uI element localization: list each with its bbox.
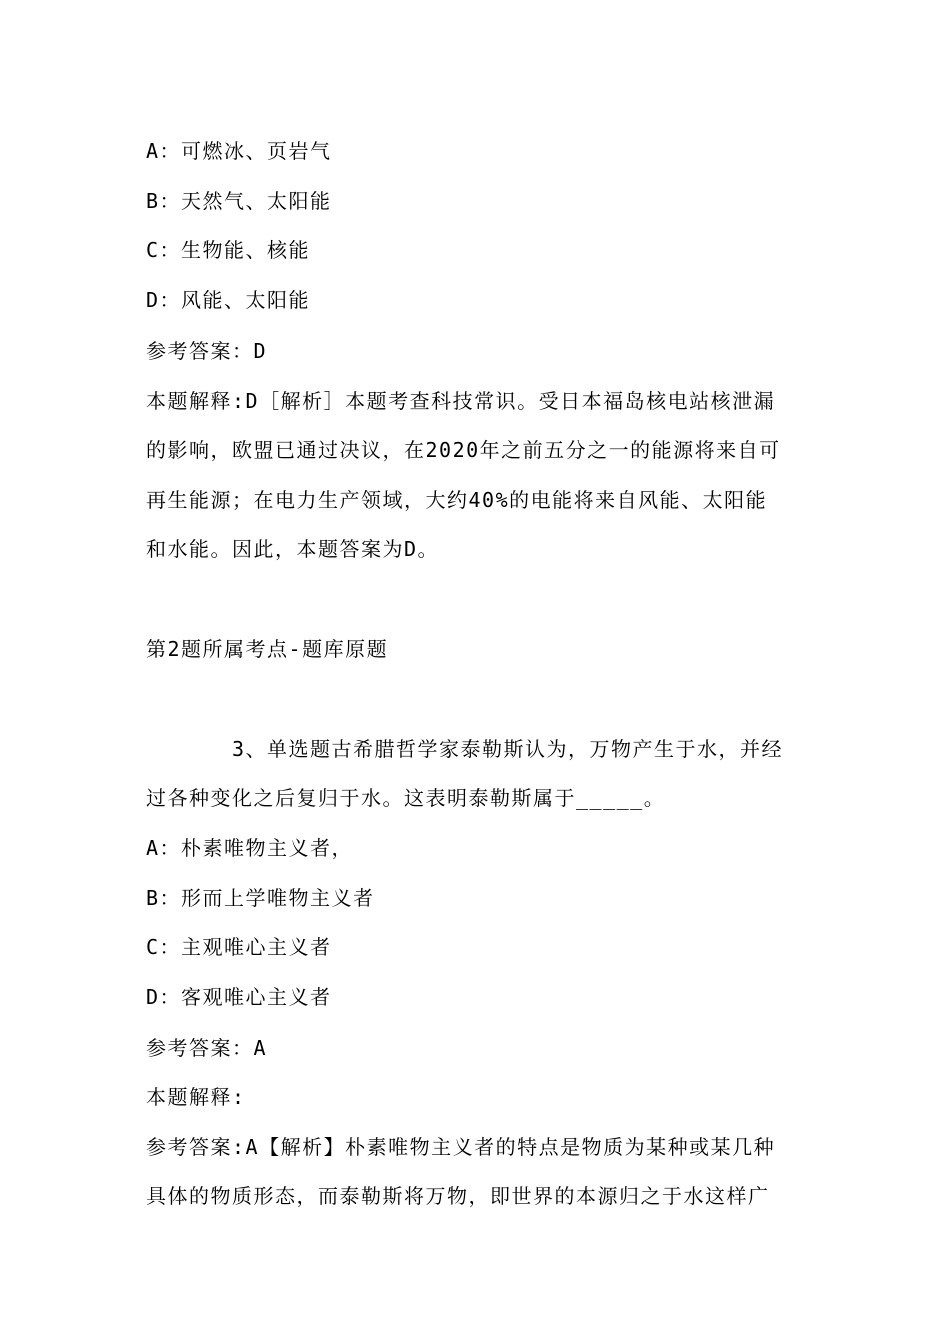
q3-explanation-line: 具体的物质形态，而泰勒斯将万物，即世界的本源归之于水这样广	[146, 1184, 770, 1208]
q3-option-c: C：主观唯心主义者	[146, 935, 332, 959]
q1-option-a: A：可燃冰、页岩气	[146, 139, 332, 163]
q3-option-a: A：朴素唯物主义者，	[146, 836, 354, 860]
q1-explanation-line: 本题解释:D［解析］本题考查科技常识。受日本福岛核电站核泄漏	[146, 389, 776, 413]
q3-answer: 参考答案：A	[146, 1036, 268, 1060]
section-label: 第2题所属考点-题库原题	[146, 637, 389, 661]
q3-explanation-line: 参考答案:A【解析】朴素唯物主义者的特点是物质为某种或某几种	[146, 1135, 776, 1159]
q1-option-d: D：风能、太阳能	[146, 288, 311, 312]
q3-stem-line: 过各种变化之后复归于水。这表明泰勒斯属于_____。	[146, 786, 666, 810]
q3-option-b: B：形而上学唯物主义者	[146, 886, 375, 910]
q3-stem-line: 3、单选题古希腊哲学家泰勒斯认为，万物产生于水，并经	[232, 737, 784, 761]
q1-explanation-line: 和水能。因此，本题答案为D。	[146, 537, 440, 561]
q1-option-c: C：生物能、核能	[146, 238, 311, 262]
q1-option-b: B：天然气、太阳能	[146, 189, 332, 213]
q3-option-d: D：客观唯心主义者	[146, 985, 332, 1009]
q1-explanation-line: 再生能源；在电力生产领域，大约40%的电能将来自风能、太阳能	[146, 488, 768, 512]
q1-answer: 参考答案：D	[146, 339, 268, 363]
q3-explanation-label: 本题解释:	[146, 1085, 246, 1109]
q1-explanation-line: 的影响，欧盟已通过决议，在2020年之前五分之一的能源将来自可	[146, 438, 781, 462]
